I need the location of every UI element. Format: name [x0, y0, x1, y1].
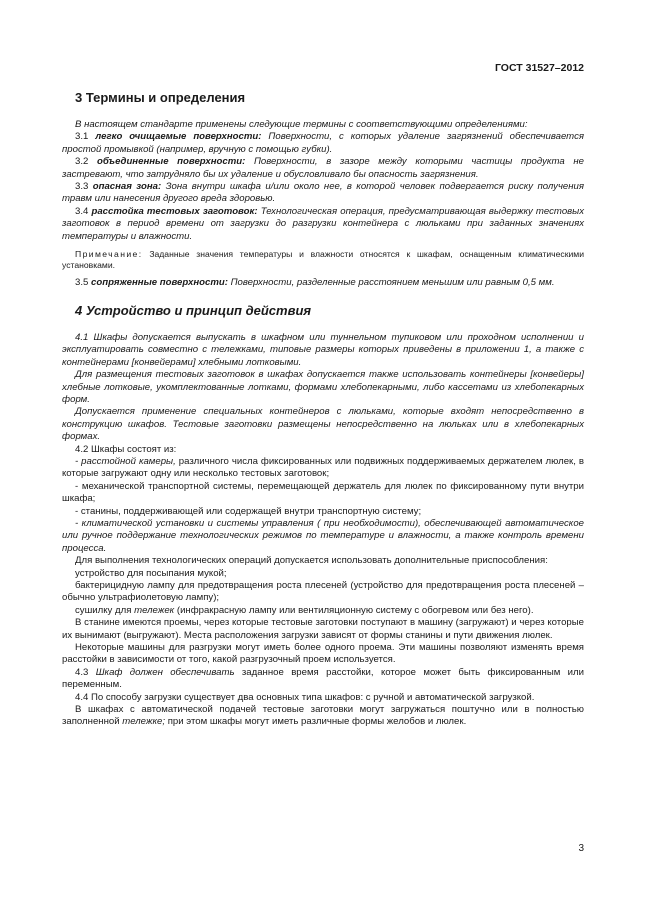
term-3-4: 3.4 расстойка тестовых заготовок: Технологическая операция, предусматривающая выдержку тестовых заготовок в период времени от загрузки до разгрузки контейнера с люльками при заданных значениях температуры и влажности. [62, 205, 585, 242]
para-4-1-containers: Для размещения тестовых заготовок в шкафах допускается также использовать контейнеры [конвейеры] хлебные лотковые, укомплектованные лотками, формами хлебопекарными, либо кассетами из хлебопекарных форм. [62, 369, 584, 405]
term-3-1-def: Поверхности, с которых удаление загрязнений обеспечивается простой промывкой (например, вручную с помощью губки). [62, 131, 584, 155]
para-auto-loading: В шкафах с автоматической подачей тестовые заготовки могут загружаться поштучно или в полностью заполненной тележке; при этом шкафы могут иметь различные формы желобов и люлек. [62, 704, 584, 728]
note-label: Примечание: [75, 249, 143, 260]
para-4-4: 4.4 По способу загрузки существует два основных типа шкафов: с ручной и автоматической загрузкой. [75, 691, 535, 703]
note-text: Заданные значения температуры и влажности относятся к шкафам, оснащенным климатическими установками. [62, 249, 585, 271]
para-additional: Для выполнения технологических операций допускается использовать дополнительные приспособления: [75, 555, 548, 567]
term-3-2: 3.2 объединенные поверхности: Поверхности, в зазоре между которыми частицы продукта не застревают, что затрудняло бы их удаление и обусловливало бы опасность загрязнения. [62, 156, 584, 180]
term-3-5-def: Поверхности, разделенные расстоянием меньшим или равным 0,5 мм. [230, 277, 555, 289]
para-4-2: 4.2 Шкафы состоят из: [75, 443, 177, 455]
term-3-4-def: Технологическая операция, предусматривающая выдержку тестовых заготовок в период времени от загрузки до разгрузки контейнера с люльками при заданных значениях температуры и влажности. [62, 205, 585, 242]
document-code: ГОСТ 31527–2012 [494, 62, 584, 74]
para-multiple-openings: Некоторые машины для разгрузки могут иметь более одного проема. Эти машины позволяют изменять время расстойки в зависимости от того, какой разгрузочный проем используется. [62, 642, 584, 666]
para-4-1: 4.1 Шкафы допускается выпускать в шкафном или туннельном тупиковом или проходном исполнении и эксплуатировать совместно с тележками, типовые размеры которых приведены в приложении 1, а также с контейнерами [конвейерами] хлебными лотковыми. [62, 331, 584, 368]
term-3-1: 3.1 легко очищаемые поверхности: Поверхности, с которых удаление загрязнений обеспечивается простой промывкой (например, вручную с помощью губки). [62, 131, 584, 155]
term-3-5-name: сопряженные поверхности: [91, 277, 228, 289]
para-4-1-special: Допускается применение специальных контейнеров с люльками, которые входят непосредственно в конструкцию шкафов. Тестовые заготовки размещены непосредственно на люльках или в хлебопекарных формах. [62, 406, 584, 443]
term-3-4-name: расстойка тестовых заготовок: [91, 205, 258, 217]
page-content [62, 90, 584, 729]
term-3-1-name: легко очищаемые поверхности: [95, 131, 262, 143]
additional-dryer: сушилку для тележек (инфракрасную лампу или вентиляционную систему с обогревом или без него). [75, 604, 534, 616]
term-3-5: 3.5 сопряженные поверхности: Поверхности, разделенные расстоянием меньшим или равным 0,5 мм. [75, 277, 555, 289]
list-item-climate: - климатической установки и системы управления ( при необходимости), обеспечивающей автоматическое или ручное поддержание технологических режимов по температуре и влажности, а также контроль времени процесса. [62, 517, 584, 554]
list-item-chamber: - расстойной камеры, различного числа фиксированных или подвижных поддерживаемых держателем люлек, в которые загружают одну или несколько тестовых заготовок; [62, 455, 585, 480]
note [62, 249, 584, 271]
term-3-2-name: объединенные поверхности: [96, 156, 246, 168]
term-3-3: 3.3 опасная зона: Зона внутри шкафа и/или около нее, в которой человек подвергается риску получения травм или нанесения другого вреда здоровью. [62, 181, 584, 205]
list-item-transport: - механической транспортной системы, перемещающей держатель для люлек по фиксированному пути внутри шкафа; [62, 480, 584, 505]
section-3-intro: В настоящем стандарте применены следующие термины с соответствующими определениями: [75, 119, 528, 130]
term-3-3-name: опасная зона: [92, 181, 162, 193]
para-frame-openings: В станине имеются проемы, через которые тестовые заготовки поступают в машину (загружают) и через которые их вынимают (выгружают). Места расположения загрузки зависят от формы станины и пути движения люлек. [62, 617, 584, 641]
term-3-2-def: Поверхности, в зазоре между которыми частицы продукта не застревают, что затрудняло бы их удаление и обусловливало бы опасность загрязнения. [62, 156, 584, 180]
additional-lamp: бактерицидную лампу для предотвращения роста плесеней (устройство для предотвращения роста плесеней – обычно ультрафиолетовую лампу); [62, 580, 584, 604]
additional-flour: устройство для посыпания мукой; [75, 567, 227, 579]
para-4-3: 4.3 Шкаф должен обеспечивать заданное время расстойки, которое может быть фиксированным или переменным. [62, 666, 584, 691]
section-3-title: 3 Термины и определения [75, 90, 246, 105]
term-3-3-def: Зона внутри шкафа и/или около нее, в которой человек подвергается риску получения травм или нанесения другого вреда здоровью. [62, 181, 584, 205]
page-number: 3 [578, 843, 584, 854]
list-item-frame: - станины, поддерживающей или содержащей внутри транспортную систему; [75, 505, 422, 517]
section-4-title: 4 Устройство и принцип действия [75, 302, 312, 318]
